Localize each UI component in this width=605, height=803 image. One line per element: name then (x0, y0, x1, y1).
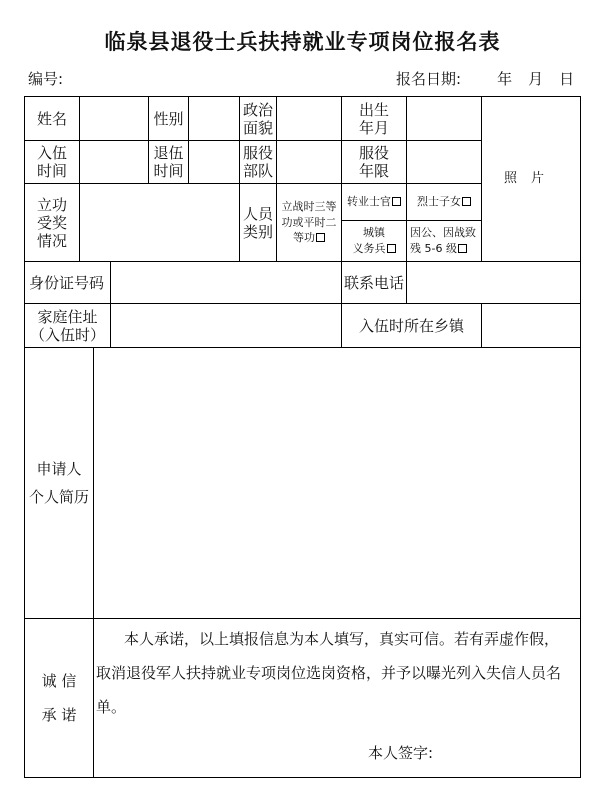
service-years-field[interactable] (407, 141, 481, 183)
cat-a-line2: 功或平时二 (281, 215, 337, 229)
category-martyr-child-option[interactable] (407, 184, 481, 220)
form-title: 临泉县退役士兵扶持就业专项岗位报名表 (104, 30, 501, 54)
enlist-town-field[interactable] (482, 304, 580, 347)
category-urban-conscript-option[interactable] (342, 221, 406, 261)
checkbox-icon[interactable] (462, 197, 471, 206)
cat-d-line2: 义务兵 (352, 242, 386, 255)
name-field[interactable] (80, 97, 148, 140)
id-number-field[interactable] (111, 262, 341, 303)
enlist-date-label (25, 141, 79, 183)
category-merit-option[interactable] (277, 184, 341, 261)
category-label-line1: 人员 (242, 204, 273, 223)
id-number-label: 身份证号码 (29, 273, 105, 292)
enlist-town-label: 入伍时所在乡镇 (358, 316, 464, 335)
political-status-label (240, 97, 276, 140)
category-transfer-sergeant-option[interactable] (342, 184, 406, 220)
cat-e-line1: 因公、因战致 (410, 226, 476, 240)
pledge-line2: 取消退役军人扶持就业专项岗位选岗资格，并予以曝光列入失信人员名 (96, 664, 562, 682)
unit-label-line2: 部队 (242, 162, 273, 180)
resume-label-line1: 申请人 (36, 459, 82, 478)
cat-a-line3-wrap (293, 230, 325, 246)
merit-label-line1: 立功 (36, 195, 67, 214)
enlist-label-line1: 入伍 (36, 144, 67, 162)
form-number-label: 编号: (28, 70, 64, 88)
cat-c-label: 烈士子女 (417, 195, 461, 209)
phone-field[interactable] (407, 262, 580, 303)
enlist-date-field[interactable] (80, 141, 148, 183)
cat-a-line1: 立战时三等 (281, 199, 337, 213)
birth-label-line2: 年月 (358, 118, 389, 137)
name-label: 姓名 (36, 109, 67, 128)
political-label-line2: 面貌 (242, 118, 273, 137)
pledge-line1: 本人承诺，以上填报信息为本人填写，真实可信。若有弄虚作假， (124, 630, 560, 648)
category-disabled-option[interactable] (407, 221, 481, 261)
cat-a-line3: 等功 (293, 231, 315, 245)
birth-date-field[interactable] (407, 97, 481, 140)
discharge-label-line1: 退伍 (153, 144, 184, 162)
political-label-line1: 政治 (242, 100, 273, 119)
phone-label: 联系电话 (343, 273, 404, 292)
cat-d-line2-wrap (353, 241, 396, 257)
resume-field[interactable] (94, 348, 580, 618)
resume-label-line2: 个人简历 (28, 488, 89, 506)
cat-e-line2-wrap (410, 241, 467, 257)
cat-e-line2: 残 5-6 级 (410, 242, 457, 255)
checkbox-icon[interactable] (392, 197, 401, 206)
merit-label-line3: 情况 (36, 231, 67, 250)
gender-field[interactable] (189, 97, 239, 140)
discharge-date-label (149, 141, 188, 183)
service-years-label (342, 141, 406, 183)
checkbox-icon[interactable] (316, 233, 325, 242)
resume-label (25, 348, 93, 618)
pledge-label-line1: 诚 信 (41, 671, 77, 690)
discharge-date-field[interactable] (189, 141, 239, 183)
service-unit-field[interactable] (277, 141, 341, 183)
birth-date-label (342, 97, 406, 140)
merit-label-line2: 受奖 (36, 213, 67, 232)
integrity-pledge-label (25, 619, 93, 777)
checkbox-icon[interactable] (458, 244, 467, 253)
pledge-label-line2: 承 诺 (41, 706, 77, 724)
pledge-line3: 单。 (96, 698, 127, 716)
photo-box[interactable]: 照片 (503, 171, 558, 187)
merit-awards-field[interactable] (80, 184, 239, 261)
merit-awards-label (25, 184, 79, 261)
years-label-line1: 服役 (358, 144, 389, 162)
home-address-field[interactable] (111, 304, 341, 347)
service-unit-label (240, 141, 276, 183)
years-label-line2: 年限 (358, 162, 389, 180)
address-label-line2: （入伍时） (29, 325, 105, 344)
gender-label: 性别 (153, 109, 184, 128)
personnel-category-label (240, 184, 276, 261)
birth-label-line1: 出生 (358, 100, 389, 119)
pledge-text (96, 622, 582, 724)
checkbox-icon[interactable] (387, 244, 396, 253)
unit-label-line1: 服役 (242, 144, 273, 162)
address-label-line1: 家庭住址 (37, 307, 98, 326)
enlist-label-line2: 时间 (36, 162, 67, 180)
home-address-label (25, 304, 110, 347)
political-status-field[interactable] (277, 97, 341, 140)
cat-b-label: 转业士官 (347, 195, 391, 209)
date-month: 月 (528, 70, 544, 88)
category-label-line2: 类别 (242, 222, 273, 241)
discharge-label-line2: 时间 (153, 162, 184, 180)
signature-label[interactable]: 本人签字: (368, 744, 434, 762)
cat-d-line1: 城镇 (363, 226, 385, 240)
date-day: 日 (559, 70, 575, 88)
date-year: 年 (497, 70, 513, 88)
date-label: 报名日期: (396, 70, 462, 88)
